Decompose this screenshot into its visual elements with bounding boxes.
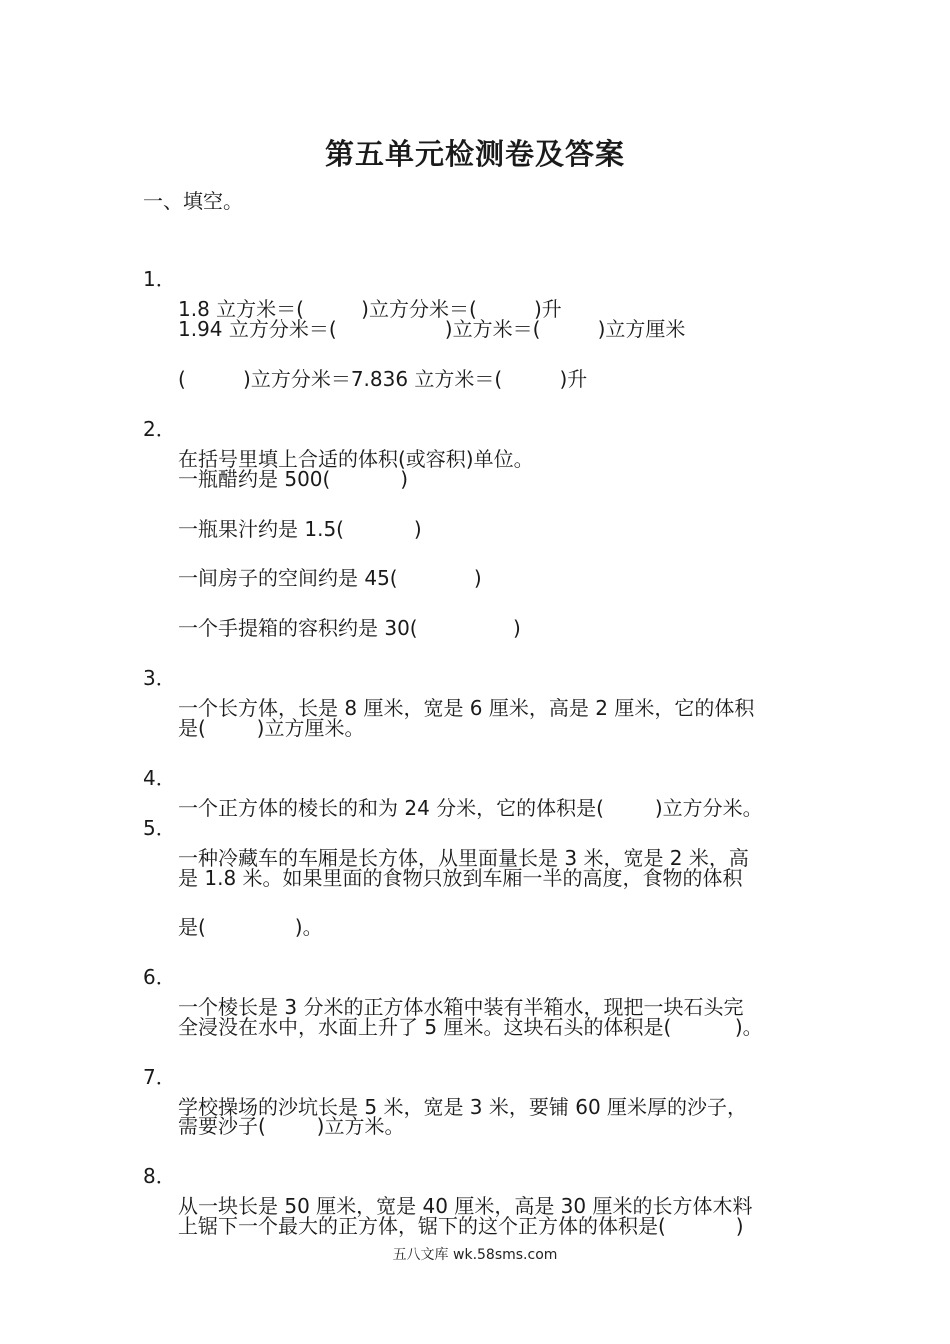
question-text: ( )立方分米＝7.836 立方米＝( )升 (178, 367, 588, 391)
question-text: 是( )。 (178, 915, 323, 939)
question-text: 是( )立方厘米。 (178, 716, 365, 740)
question-number: 8． (143, 1164, 176, 1188)
question-number: 2． (143, 417, 176, 441)
question-text: 一种冷藏车的车厢是长方体，从里面量长是 3 米，宽是 2 米，高 (178, 846, 749, 870)
question-text: 需要沙子( )立方米。 (178, 1114, 405, 1138)
question-text: 一个棱长是 3 分米的正方体水箱中装有半箱水，现把一块石头完 (178, 995, 744, 1019)
question-text: 一个正方体的棱长的和为 24 分米，它的体积是( )立方分米。 (178, 796, 763, 820)
question-text: 在括号里填上合适的体积(或容积)单位。 (178, 447, 534, 471)
question-number: 7． (143, 1065, 176, 1089)
question-text: 学校操场的沙坑长是 5 米，宽是 3 米，要铺 60 厘米厚的沙子， (178, 1095, 748, 1119)
question-text: 一瓶醋约是 500( ) (178, 467, 409, 491)
section-heading: 一、填空。 (143, 189, 243, 213)
page-footer: 五八文库 wk.58sms.com (392, 1247, 558, 1263)
question-text: 是 1.8 米。如果里面的食物只放到车厢一半的高度，食物的体积 (178, 866, 743, 890)
question-number: 3． (143, 666, 176, 690)
question-text: 全浸没在水中，水面上升了 5 厘米。这块石头的体积是( )。 (178, 1015, 763, 1039)
question-number: 4． (143, 766, 176, 790)
question-text: 1.8 立方米＝( )立方分米＝( )升 (178, 297, 562, 321)
page-title: 第五单元检测卷及答案 (324, 137, 625, 171)
question-number: 5． (143, 816, 176, 840)
question-text: 一个手提箱的容积约是 30( ) (178, 616, 521, 640)
question-text: 一瓶果汁约是 1.5( ) (178, 517, 422, 541)
question-text: 1.94 立方分米＝( )立方米＝( )立方厘米 (178, 317, 686, 341)
question-number: 6． (143, 965, 176, 989)
question-text: 一个长方体，长是 8 厘米，宽是 6 厘米，高是 2 厘米，它的体积 (178, 696, 755, 720)
question-text: 一间房子的空间约是 45( ) (178, 566, 482, 590)
question-text: 从一块长是 50 厘米，宽是 40 厘米，高是 30 厘米的长方体木料 (178, 1194, 753, 1218)
question-text: 上锯下一个最大的正方体，锯下的这个正方体的体积是( ) (178, 1214, 744, 1238)
question-number: 1． (143, 267, 176, 291)
